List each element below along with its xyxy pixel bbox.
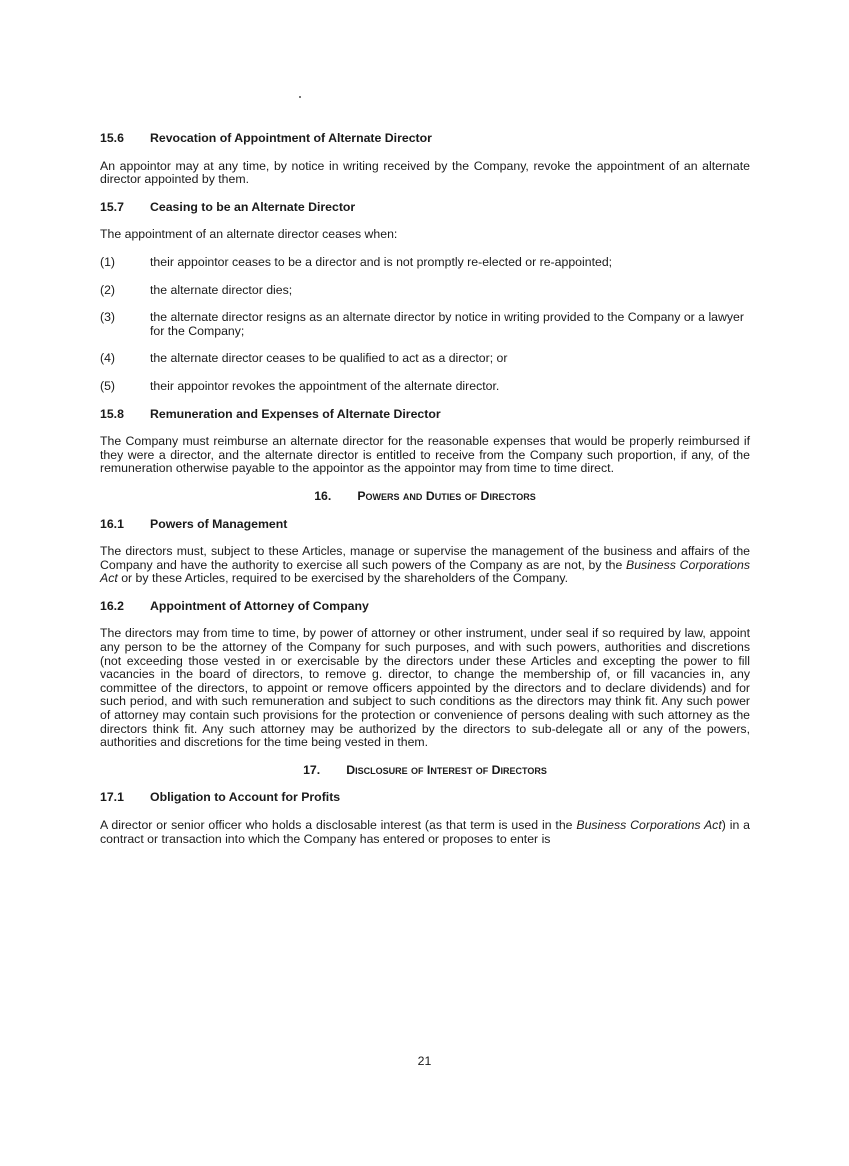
subheading: 15.6 Revocation of Appointment of Alternate Director [100, 131, 432, 145]
subheading: 16.2 Appointment of Attorney of Company [100, 598, 369, 613]
subheading: 15.7 Ceasing to be an Alternate Director [100, 199, 356, 214]
stray-mark [299, 96, 301, 98]
paragraph: An appointor may at any time, by notice in writing received by the Company, revoke the appointment of an alternate director appointed by them. [100, 158, 750, 187]
paragraph: The directors may from time to time, by power of attorney or other instrument, under seal if so required by law, appoint any person to be the attorney of the Company for such purposes, and with such powers, authorities and discretions (not exceeding those vested in or exercisable by the directors under these Articles and excepting the power to fill vacancies in the board of directors, to remove g. director, to change the membership of, or fill vacancies in, any committee of the directors, to appoint or remove officers appointed by the directors and to declare dividends) and for such period, and with such remuneration and subject to such conditions as the directors may think fit. Any such power of attorney may contain such provisions for the protection or convenience of persons dealing with such attorney as the directors think fit. Any such attorney may be authorized by the directors to sub-delegate all or any of the powers, authorities and discretions for the time being vested in them. [100, 626, 750, 750]
subheading: 17.1 Obligation to Account for Profits [100, 790, 341, 805]
list-item: (5) their appointor revokes the appointment of the alternate director. [100, 378, 500, 393]
subheading: 15.8 Remuneration and Expenses of Alternate Director [100, 406, 441, 421]
list-item: (2) the alternate director dies; [100, 282, 293, 297]
paragraph: The Company must reimburse an alternate director for the reasonable expenses that would be properly reimbursed if they were a director, and the alternate director is entitled to receive from the Company such proportion, if any, of the remuneration otherwise payable to the appointor as the appointor may from time to time direct. [100, 434, 750, 476]
list-item: (1) their appointor ceases to be a director and is not promptly re-elected or re-appointed; [100, 254, 613, 269]
paragraph: A director or senior officer who holds a disclosable interest (as that term is used in the Business Corporations Act) in a contract or transaction into which the Company has entered or proposes to enter is [100, 818, 750, 846]
paragraph: The directors must, subject to these Articles, manage or supervise the management of the business and affairs of the Company and have the authority to exercise all such powers of the Company as are not, by the Business Corporations Act or by these Articles, required to be exercised by the shareholders of the Company. [100, 544, 750, 586]
subheading: 16.1 Powers of Management [100, 516, 288, 531]
list-item: (4) the alternate director ceases to be qualified to act as a director; or [100, 351, 508, 366]
article-heading: 16. Powers and Duties of Directors [314, 488, 536, 503]
paragraph: The appointment of an alternate director ceases when: [100, 227, 398, 242]
list-item: (3) the alternate director resigns as an alternate director by notice in writing provided to the Company or a lawyer for the Company; [100, 310, 744, 338]
document-body [100, 132, 750, 860]
page-number: 21 [417, 1054, 432, 1068]
article-heading: 17. Disclosure of Interest of Directors [303, 762, 547, 777]
